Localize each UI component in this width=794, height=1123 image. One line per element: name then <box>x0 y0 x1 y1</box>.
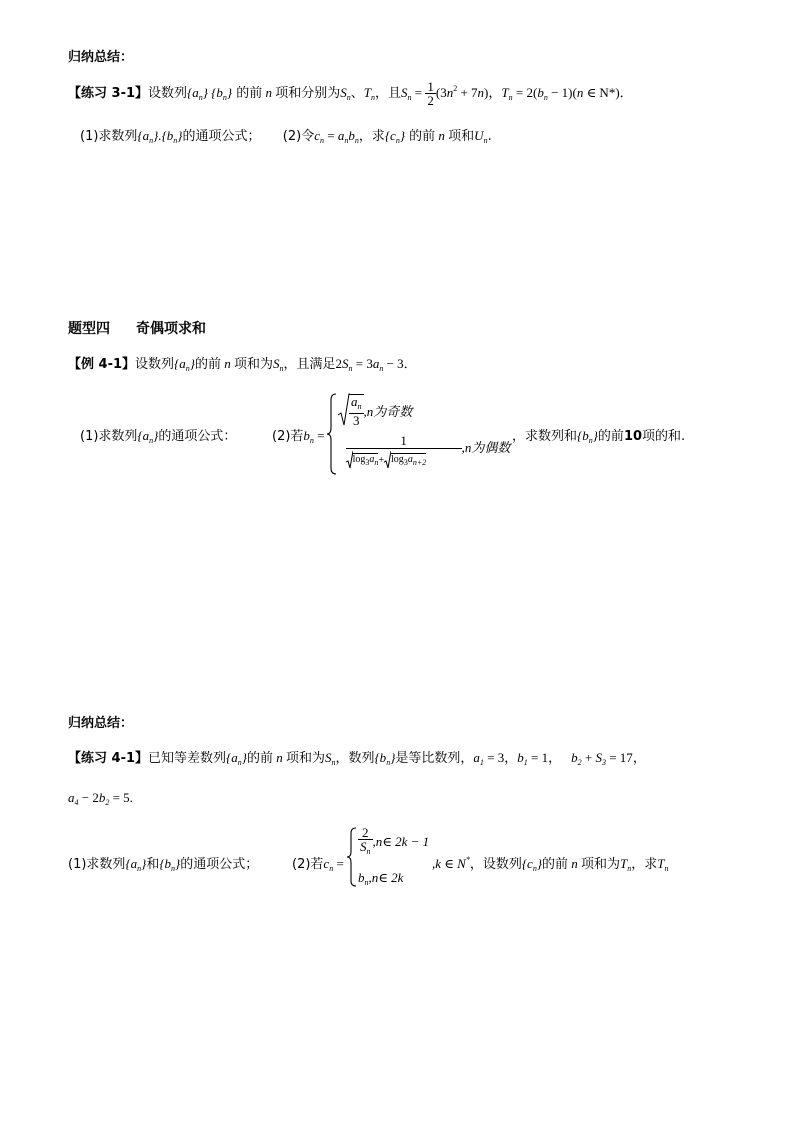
exercise-3-1-questions: (1)求数列$\{a_n\}.\{b_n\}$的通项公式； (2)令$c_n = a_nb_n$，求$\{c_n\}$ 的前 n 项和$U_n$. <box>80 128 492 145</box>
left-brace-icon <box>326 392 338 476</box>
example-4-1-q1: (1)求数列$\{a_n\}$的通项公式： <box>80 428 237 445</box>
sqrt-sign-icon <box>346 451 353 469</box>
exercise-4-1-line2: $a_4 - 2b_2 = 5$. <box>68 790 133 807</box>
example-4-1-q2-rest: ，求数列和$\{b_n\}$的前10项的和. <box>512 428 686 445</box>
example-4-1-line1: 【例 4-1】设数列$\{a_n\}$的前 n 项和为$S_n$，且满足$2S_n = 3a_n - 3$． <box>68 356 417 373</box>
fraction: $\frac{1}{2}$ <box>427 79 434 108</box>
cn-case2: $b_n,n\in$ 2k <box>358 870 404 887</box>
exercise-4-1-q1: (1)求数列$\{a_n\}$和$\{b_n\}$的通项公式； <box>68 856 259 873</box>
even-case: 1 $\log_3a_n$ + $\log_3a_{n+2}$ ,n为偶数 <box>338 434 518 469</box>
example-tag: 【例 4-1】 <box>68 357 136 372</box>
odd-case: $\frac{a_n}{3}$ ,n为奇数 <box>338 392 412 428</box>
exercise-4-1-q2-label: (2)若$c_n$ = <box>292 856 344 873</box>
exercise-tag: 【练习 4-1】 <box>68 751 149 766</box>
left-brace-icon <box>346 826 358 888</box>
summary-heading: 归纳总结： <box>68 50 134 65</box>
cn-case1: $\frac{2}{S_n}$ ,n∈ 2k − 1 <box>360 825 430 856</box>
summary-heading: 归纳总结： <box>68 716 134 731</box>
exercise-3-1-line1: 【练习 3-1】设数列$\{a_n\}$ $\{b_n\}$ 的前 n 项和分别为$S_n$、$T_n$，且$S_n$ = $\frac{1}{2}$ $(3n^2 + 7n)$，$T_n = 2(b_n - 1)(n$ ∈ N*)． <box>68 79 633 108</box>
exercise-4-1-line1: 【练习 4-1】已知等差数列$\{a_n\}$的前 n 项和为$S_n$，数列$\{b_n\}$是等比数列，$a_1 = 3$，$b_1 = 1$， $b_2 + S_3 = 17$， <box>68 750 646 767</box>
math: $\{a_n\}$ $\{b_n\}$ <box>187 85 233 102</box>
example-4-1-q2-label: (2)若$b_n$ = <box>272 428 325 445</box>
section-title: 题型四 奇偶项求和 <box>68 321 206 337</box>
sqrt-sign-icon <box>384 451 391 469</box>
piecewise-bn <box>326 392 516 476</box>
exercise-4-1-q2-rest: ,k ∈ N*，设数列$\{c_n\}$的前 n 项和为$T_n$，求$T_n$ <box>432 855 669 873</box>
exercise-tag: 【练习 3-1】 <box>68 86 149 101</box>
